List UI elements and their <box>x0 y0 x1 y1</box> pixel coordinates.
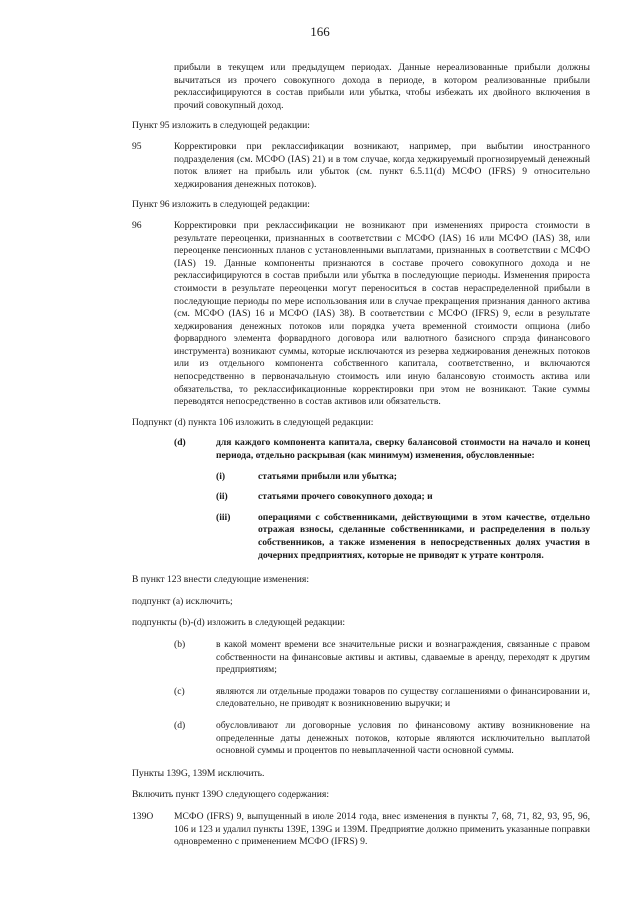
paragraph-95-text: Корректировки при реклассификации возникают, например, при выбытии иностранного подразделения (см. МСФО (IAS) 21) и в том случае, когда хеджируемый прогнозируемый денежный поток влияет на прибыль или убыток (см. пункт 6.5.11(d) МСФО (IFRS) 9 относительно хеджирования денежных потоков). <box>174 140 590 190</box>
paragraph-96-text: Корректировки при реклассификации не возникают при изменениях прироста стоимости в результате переоценки, признанных в соответствии с МСФО (IAS) 16 или МСФО (IAS) 38, или переоценке пенсионных планов с установленными выплатами, признанных в соответствии с МСФО (IAS) 19. Данные компоненты признаются в составе прочего совокупного дохода и не реклассифицируются в состав прибыли или убытка в последующие периоды. Изменения прироста стоимости в результате переоценки могут переноситься в состав нераспределенной прибыли в последующие периоды по мере использования или в случае прекращения признания данного актива (см. МСФО (IAS) 16 и МСФО (IAS) 38). В соответствии с МСФО (IFRS) 9, если в результате хеджирования денежных потоков или порядка учета временной стоимости опциона (либо форвардного элемента форвардного договора или валютного базисного спрэда финансового инструмента) возникают суммы, которые исключаются из резерва хеджирования денежных потоков или из отдельного компонента собственного капитала, соответственно, и включаются непосредственно в первоначальную стоимость или иную балансовую стоимость актива или обязательства, то реклассификационные корректировки при этом не возникают. Такие суммы переводятся непосредственно в состав активов или обязательств. <box>174 219 590 408</box>
paragraph-123-bd-heading: подпункты (b)-(d) изложить в следующей редакции: <box>132 617 346 629</box>
paragraph-95-heading: Пункт 95 изложить в следующей редакции: <box>132 120 310 132</box>
item-c-label: (c) <box>174 685 185 697</box>
paragraph-139o-number: 139О <box>132 810 154 822</box>
item-i-label: (i) <box>216 470 226 482</box>
paragraph-95-number: 95 <box>132 140 142 152</box>
item-ii-label: (ii) <box>216 491 228 503</box>
list-item <box>216 471 590 484</box>
paragraph-139o <box>132 811 590 849</box>
paragraph-96-heading: Пункт 96 изложить в следующей редакции: <box>132 199 310 211</box>
subpoint-d-text: для каждого компонента капитала, сверку балансовой стоимости на начало и конец периода, отдельно раскрывая (как минимум) изменения, обусловленные: <box>216 437 590 462</box>
item-d-text: обусловливают ли договорные условия по финансовому активу возникновение на определенные даты денежных потоков, которые являются исключительно выплатой основной суммы и процентов по невыплаченной части основной суммы. <box>216 719 590 757</box>
document-body <box>132 62 590 849</box>
item-c-text: являются ли отдельные продажи товаров по существу соглашениями о финансировании и, следовательно, не приводят к возникновению выручки; и <box>216 685 590 710</box>
paragraph-123-exclude-a: подпункт (а) исключить; <box>132 595 233 607</box>
subpoint-d-label: (d) <box>174 437 186 449</box>
paragraph-139-exclude: Пункты 139G, 139M исключить. <box>132 767 265 779</box>
paragraph-139o-text: МСФО (IFRS) 9, выпущенный в июле 2014 года, внес изменения в пункты 7, 68, 71, 82, 93, 95, 96, 106 и 123 и удалил пункты 139E, 139G и 139M. Предприятие должно применить указанные поправки одновременно с применением МСФО (IFRS) 9. <box>174 810 590 848</box>
item-b-text: в какой момент времени все значительные риски и вознаграждения, связанные с правом собственности на финансовые активы и активы, сдаваемые в аренду, переходят к другим предприятиям; <box>216 638 590 676</box>
paragraph-106-heading: Подпункт (d) пункта 106 изложить в следующей редакции: <box>132 416 374 428</box>
list-item <box>216 512 590 562</box>
item-iii-text: операциями с собственниками, действующими в этом качестве, отдельно отражая взносы, сделанные собственниками, и распределения в пользу собственников, а также изменения в непосредственных долях участия в дочерних предприятиях, которые не приводят к утрате контроля. <box>258 511 590 561</box>
list-item <box>216 491 590 504</box>
item-b-label: (b) <box>174 638 186 650</box>
list-item <box>174 639 590 677</box>
paragraph-139o-heading: Включить пункт 139О следующего содержания: <box>132 789 329 801</box>
intro-continuation: прибыли в текущем или предыдущем периодах. Данные нереализованные прибыли должны вычитаться из прочего совокупного дохода в периоде, в котором реализованные прибыли реклассифицируются в состав прибыли или убытка, чтобы избежать их двойного включения в прочий совокупный доход. <box>174 62 590 111</box>
paragraph-106-subpoint-d <box>174 437 590 462</box>
list-item <box>174 720 590 758</box>
item-d-label: (d) <box>174 719 186 731</box>
paragraph-95 <box>132 141 590 191</box>
item-ii-text: статьями прочего совокупного дохода; и <box>258 491 433 503</box>
item-iii-label: (iii) <box>216 511 231 523</box>
paragraph-96-number: 96 <box>132 219 142 231</box>
paragraph-96 <box>132 220 590 409</box>
page-number: 166 <box>310 24 330 39</box>
list-item <box>174 686 590 711</box>
item-i-text: статьями прибыли или убытка; <box>258 470 397 482</box>
paragraph-123-heading: В пункт 123 внести следующие изменения: <box>132 574 309 586</box>
